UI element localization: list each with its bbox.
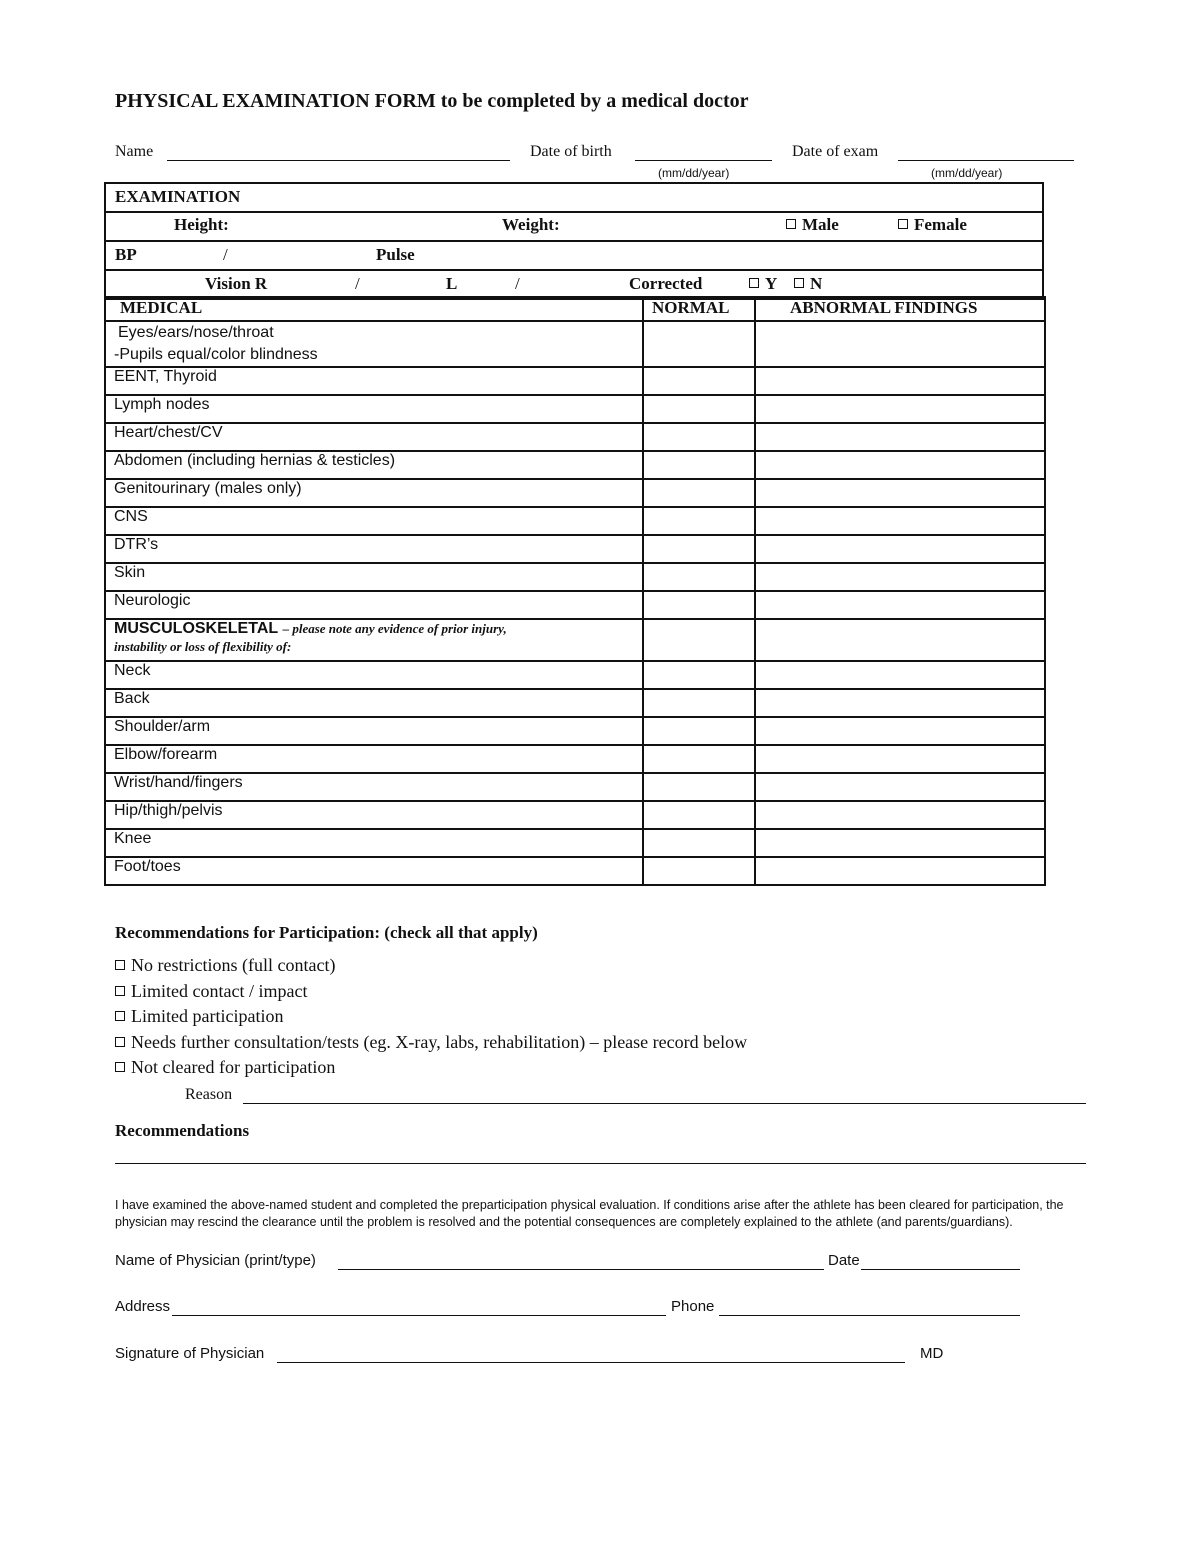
- abnormal-cell[interactable]: [755, 591, 1045, 619]
- normal-cell[interactable]: [643, 591, 755, 619]
- corrected-no-option[interactable]: N: [794, 274, 822, 294]
- signature-field[interactable]: [277, 1347, 905, 1363]
- corrected-yes-option[interactable]: Y: [749, 274, 777, 294]
- checkbox-icon[interactable]: [115, 960, 125, 970]
- normal-cell[interactable]: [643, 619, 755, 661]
- phone-label: Phone: [671, 1298, 715, 1315]
- vision-right-label[interactable]: Vision R: [205, 274, 268, 293]
- normal-cell[interactable]: [643, 689, 755, 717]
- table-row: [105, 857, 1045, 885]
- normal-cell[interactable]: [643, 507, 755, 535]
- table-row: [105, 423, 1045, 451]
- table-row: [105, 321, 1045, 367]
- exam-item: Shoulder/arm: [105, 717, 643, 745]
- abnormal-cell[interactable]: [755, 563, 1045, 591]
- exam-item-eyes: [105, 321, 643, 367]
- bp-label[interactable]: BP: [115, 245, 137, 264]
- abnormal-cell[interactable]: [755, 535, 1045, 563]
- exam-item: Knee: [105, 829, 643, 857]
- normal-cell[interactable]: [643, 829, 755, 857]
- phone-field[interactable]: [719, 1300, 1020, 1316]
- table-row: [105, 829, 1045, 857]
- table-row: [105, 479, 1045, 507]
- female-option[interactable]: Female: [898, 215, 967, 235]
- abnormal-cell[interactable]: [755, 773, 1045, 801]
- musculoskeletal-heading: MUSCULOSKELETAL: [114, 620, 279, 637]
- exam-item: Neck: [105, 661, 643, 689]
- musculoskeletal-note-2: instability or loss of flexibility of:: [114, 639, 292, 654]
- table-row: [105, 563, 1045, 591]
- option-limited-contact[interactable]: Limited contact / impact: [115, 981, 747, 1007]
- normal-cell[interactable]: [643, 745, 755, 773]
- exam-item: EENT, Thyroid: [105, 367, 643, 395]
- checkbox-icon[interactable]: [794, 278, 804, 288]
- option-limited-participation[interactable]: Limited participation: [115, 1006, 747, 1032]
- weight-label[interactable]: Weight:: [502, 215, 560, 234]
- abnormal-cell[interactable]: [755, 857, 1045, 885]
- checkbox-icon[interactable]: [786, 219, 796, 229]
- abnormal-cell[interactable]: [755, 689, 1045, 717]
- normal-cell[interactable]: [643, 563, 755, 591]
- checkbox-icon[interactable]: [115, 986, 125, 996]
- table-row: [105, 507, 1045, 535]
- abnormal-cell[interactable]: [755, 321, 1045, 367]
- md-label: MD: [920, 1345, 944, 1362]
- checkbox-icon[interactable]: [115, 1011, 125, 1021]
- medical-header-row: [105, 297, 1045, 321]
- checkbox-icon[interactable]: [115, 1062, 125, 1072]
- normal-cell[interactable]: [643, 367, 755, 395]
- examination-heading: EXAMINATION: [115, 187, 241, 206]
- table-row: [105, 367, 1045, 395]
- dob-label: Date of birth: [530, 143, 612, 160]
- musculoskeletal-row: [105, 619, 1045, 661]
- table-row: [105, 745, 1045, 773]
- exam-item: Skin: [105, 563, 643, 591]
- abnormal-cell[interactable]: [755, 479, 1045, 507]
- table-row: [105, 535, 1045, 563]
- address-label: Address: [115, 1298, 171, 1315]
- normal-cell[interactable]: [643, 479, 755, 507]
- table-row: [105, 773, 1045, 801]
- vision-left-label[interactable]: L: [446, 274, 458, 293]
- exam-item: CNS: [105, 507, 643, 535]
- bp-separator: /: [223, 245, 228, 264]
- recommendations-participation-title: Recommendations for Participation: (check all that apply): [115, 923, 538, 942]
- form-title: PHYSICAL EXAMINATION FORM to be completed by a medical doctor: [115, 90, 749, 112]
- table-row: [105, 395, 1045, 423]
- recommendations-label: Recommendations: [115, 1121, 250, 1140]
- recommendations-field[interactable]: [115, 1145, 1086, 1164]
- signature-label: Signature of Physician: [115, 1345, 265, 1362]
- medical-table: [104, 296, 1046, 886]
- option-needs-consultation[interactable]: Needs further consultation/tests (eg. X-ray, labs, rehabilitation) – please record below: [115, 1032, 747, 1058]
- exam-item: Elbow/forearm: [105, 745, 643, 773]
- date-field[interactable]: [861, 1254, 1020, 1270]
- normal-cell[interactable]: [643, 395, 755, 423]
- table-row: [105, 689, 1045, 717]
- abnormal-cell[interactable]: [755, 801, 1045, 829]
- exam-item: DTR’s: [105, 535, 643, 563]
- option-no-restrictions[interactable]: No restrictions (full contact): [115, 955, 747, 981]
- checkbox-icon[interactable]: [749, 278, 759, 288]
- musculoskeletal-heading-cell: [105, 619, 643, 661]
- normal-cell[interactable]: [643, 423, 755, 451]
- normal-cell[interactable]: [643, 717, 755, 745]
- normal-cell[interactable]: [643, 321, 755, 367]
- exam-item: Neurologic: [105, 591, 643, 619]
- normal-cell[interactable]: [643, 535, 755, 563]
- exam-item: Lymph nodes: [105, 395, 643, 423]
- normal-cell[interactable]: [643, 857, 755, 885]
- abnormal-cell[interactable]: [755, 507, 1045, 535]
- abnormal-cell[interactable]: [755, 367, 1045, 395]
- abnormal-cell[interactable]: [755, 451, 1045, 479]
- abnormal-cell[interactable]: [755, 661, 1045, 689]
- address-field[interactable]: [172, 1300, 666, 1316]
- normal-column-header: NORMAL: [643, 297, 755, 321]
- abnormal-cell[interactable]: [755, 423, 1045, 451]
- eyes-line-1: Eyes/ears/nose/throat: [118, 324, 274, 341]
- exam-item: Wrist/hand/fingers: [105, 773, 643, 801]
- abnormal-cell[interactable]: [755, 717, 1045, 745]
- name-label: Name: [115, 143, 154, 160]
- table-row: [105, 591, 1045, 619]
- vision-left-separator: /: [515, 274, 520, 293]
- table-row: [105, 717, 1045, 745]
- musculoskeletal-note-1: – please note any evidence of prior injury,: [282, 621, 507, 636]
- attestation-text: I have examined the above-named student and completed the preparticipation physical evaluation. If conditions arise after the athlete has been cleared for participation, the physician may rescind the clearance until the problem is resolved and the potential consequences are completely explained to the athlete (and parents/guardians).: [115, 1198, 1064, 1229]
- name-field[interactable]: [167, 143, 510, 161]
- abnormal-column-header: ABNORMAL FINDINGS: [755, 297, 1045, 321]
- table-row: [105, 661, 1045, 689]
- reason-field[interactable]: [243, 1085, 1086, 1104]
- corrected-label: Corrected: [629, 274, 703, 293]
- date-label: Date: [828, 1252, 860, 1269]
- exam-date-label: Date of exam: [792, 143, 879, 160]
- examination-section: [104, 182, 1044, 300]
- normal-cell[interactable]: [643, 801, 755, 829]
- abnormal-cell[interactable]: [755, 829, 1045, 857]
- exam-item: Back: [105, 689, 643, 717]
- checkbox-icon[interactable]: [115, 1037, 125, 1047]
- exam-item: Genitourinary (males only): [105, 479, 643, 507]
- abnormal-cell[interactable]: [755, 395, 1045, 423]
- physician-name-field[interactable]: [338, 1254, 824, 1270]
- medical-column-header: MEDICAL: [105, 297, 643, 321]
- dob-format-hint: (mm/dd/year): [658, 166, 730, 180]
- abnormal-cell[interactable]: [755, 619, 1045, 661]
- vision-right-separator: /: [355, 274, 360, 293]
- exam-item: Hip/thigh/pelvis: [105, 801, 643, 829]
- physician-name-label: Name of Physician (print/type): [115, 1252, 316, 1269]
- option-not-cleared[interactable]: Not cleared for participation: [115, 1057, 747, 1083]
- height-label[interactable]: Height:: [174, 215, 229, 234]
- reason-label: Reason: [185, 1086, 233, 1103]
- exam-date-field[interactable]: [898, 143, 1074, 161]
- pulse-label[interactable]: Pulse: [376, 245, 415, 264]
- exam-date-format-hint: (mm/dd/year): [931, 166, 1003, 180]
- normal-cell[interactable]: [643, 773, 755, 801]
- abnormal-cell[interactable]: [755, 745, 1045, 773]
- checkbox-icon[interactable]: [898, 219, 908, 229]
- exam-item: Abdomen (including hernias & testicles): [105, 451, 643, 479]
- dob-field[interactable]: [635, 143, 772, 161]
- participation-options: [115, 955, 747, 1083]
- table-row: [105, 451, 1045, 479]
- normal-cell[interactable]: [643, 451, 755, 479]
- examination-heading-row: [106, 184, 1042, 213]
- height-weight-row: [106, 213, 1042, 242]
- eyes-line-2: -Pupils equal/color blindness: [114, 346, 318, 363]
- normal-cell[interactable]: [643, 661, 755, 689]
- male-option[interactable]: Male: [786, 215, 839, 235]
- exam-item: Heart/chest/CV: [105, 423, 643, 451]
- bp-pulse-row: [106, 242, 1042, 271]
- table-row: [105, 801, 1045, 829]
- exam-item: Foot/toes: [105, 857, 643, 885]
